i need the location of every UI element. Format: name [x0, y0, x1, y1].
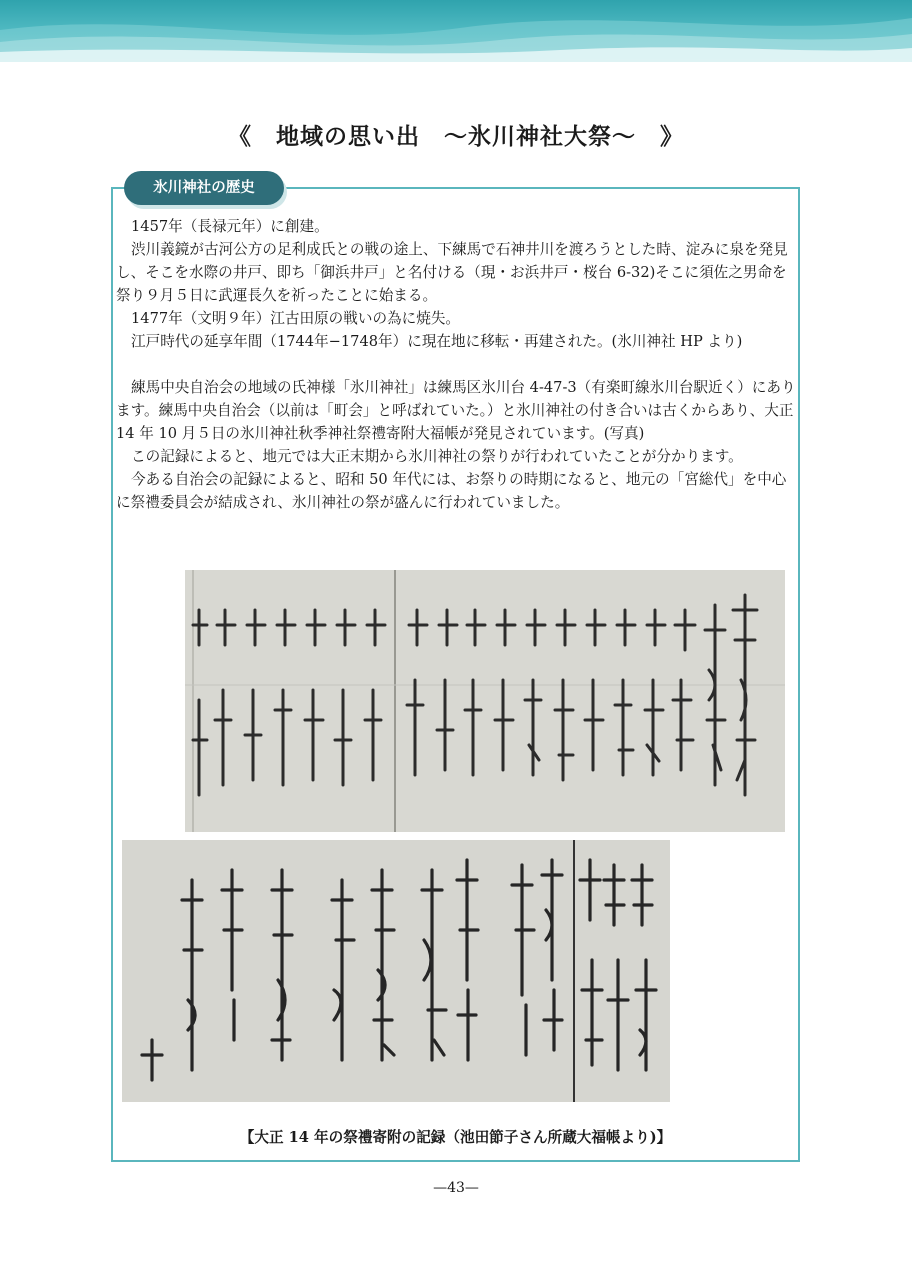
section-label: 氷川神社の歴史	[124, 171, 284, 205]
ledger-photo-upper	[185, 570, 785, 832]
photo-caption: 【大正 14 年の祭禮寄附の記録（池田節子さん所蔵大福帳より)】	[239, 1129, 672, 1146]
page-title: 《 地域の思い出 〜氷川神社大祭〜 》	[228, 123, 684, 150]
paragraph: この記録によると、地元では大正末期から氷川神社の祭りが行われていたことが分かります。	[131, 448, 743, 465]
paragraph: 今ある自治会の記録によると、昭和 50 年代には、お祭りの時期になると、地元の「宮総代」を中心に祭禮委員会が結成され、氷川神社の祭が盛んに行われていました。	[116, 471, 787, 511]
paragraph: 1477年（文明９年）江古田原の戦いの為に焼失。	[131, 310, 461, 327]
wave-decoration	[0, 0, 912, 62]
paragraph: 1457年（長禄元年）に創建。	[131, 218, 329, 235]
page-number: —43—	[433, 1180, 479, 1196]
paragraph: 江戸時代の延享年間（1744年−1748年）に現在地に移転・再建された。(氷川神社 HP より)	[131, 333, 743, 350]
header-band	[0, 0, 912, 62]
paragraph: 練馬中央自治会の地域の氏神様「氷川神社」は練馬区氷川台 4-47-3（有楽町線氷川台駅近く）にあります。練馬中央自治会（以前は「町会」と呼ばれていた。）と氷川神社の付き合いは古くからあり、大正 14 年 10 月５日の氷川神社秋季神社祭禮寄附大福帳が発見されています。(写真)	[116, 379, 796, 442]
body-text	[116, 215, 800, 514]
ledger-photo-lower	[122, 840, 670, 1102]
paragraph: 渋川義鏡が古河公方の足利成氏との戦の途上、下練馬で石神井川を渡ろうとした時、淀みに泉を発見し、そこを水際の井戸、即ち「御浜井戸」と名付ける（現・お浜井戸・桜台 6-32)そこに須佐之男命を祭り９月５日に武運長久を祈ったことに始まる。	[116, 241, 788, 304]
